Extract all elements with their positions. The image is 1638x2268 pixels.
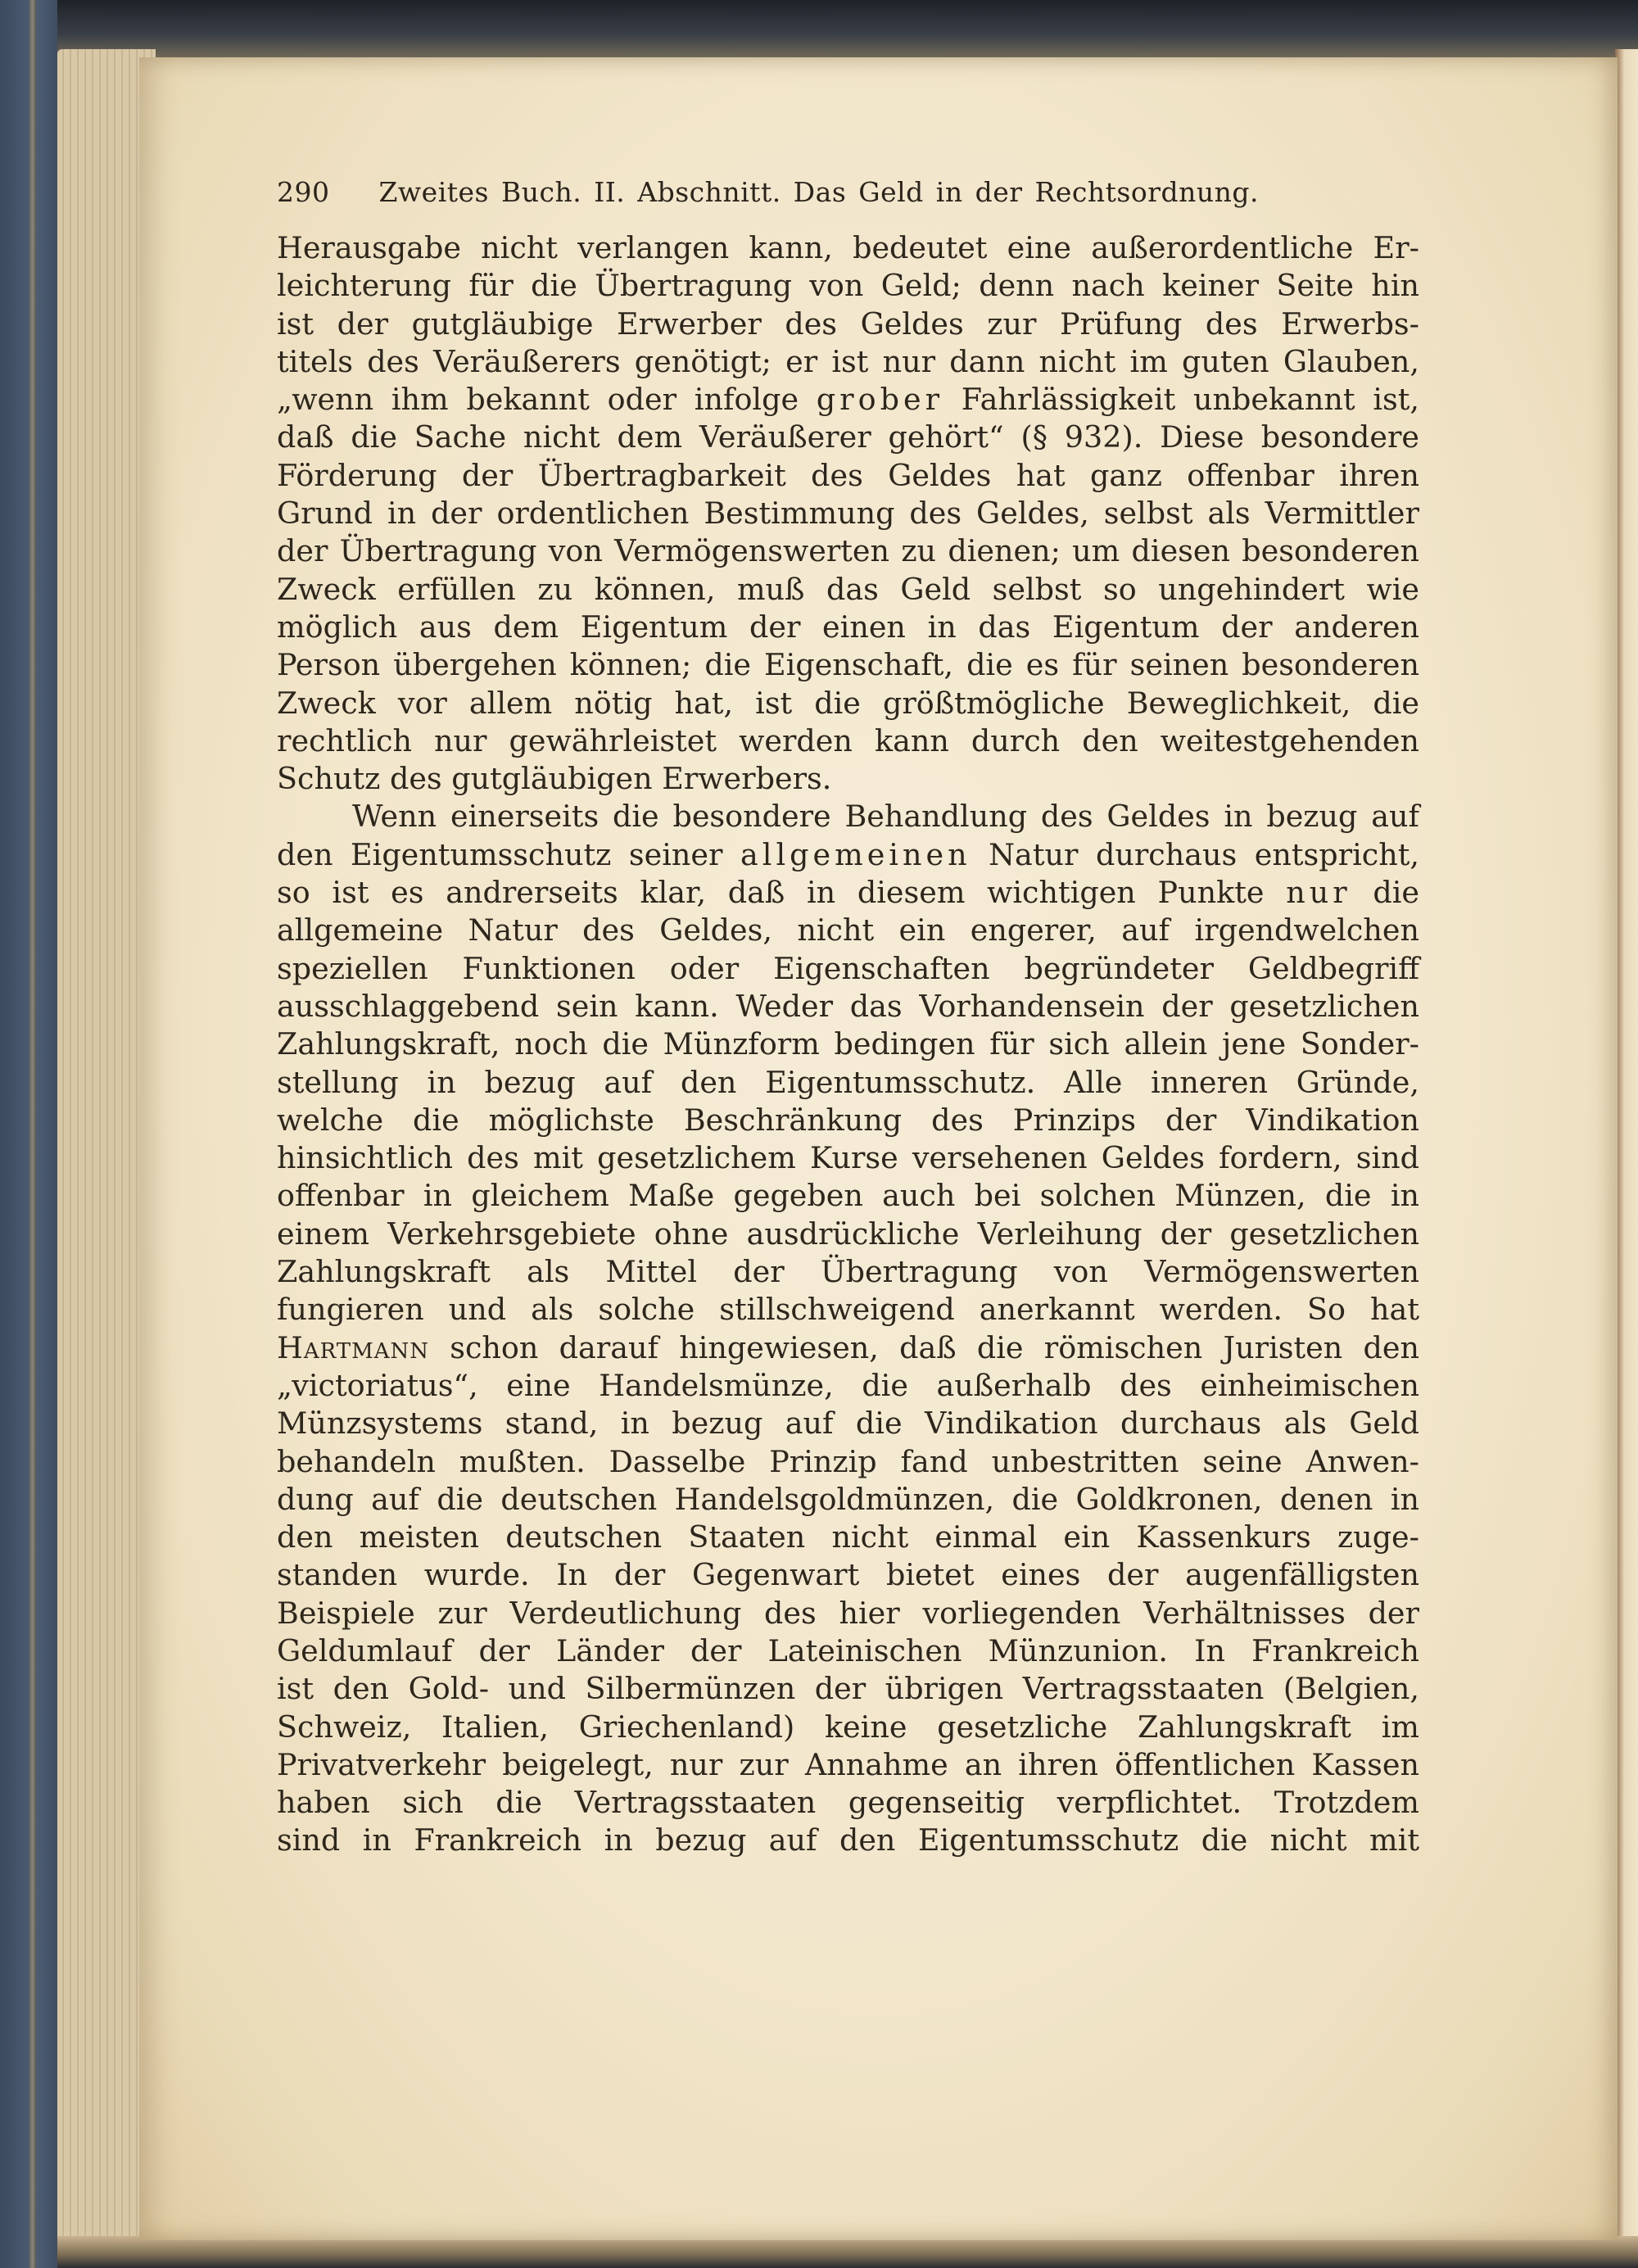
text-line: möglich aus dem Eigentum der einen in das Eigentum der anderen xyxy=(277,609,1419,645)
text-line: ist den Gold- und Silbermünzen der übrigen Vertragsstaaten (Belgien, xyxy=(277,1671,1419,1707)
body-text xyxy=(277,229,1419,1860)
text-line: leichterung für die Übertragung von Geld; denn nach keiner Seite hin xyxy=(277,268,1419,304)
page-number: 290 xyxy=(277,176,330,208)
text-line: ist der gutgläubige Erwerber des Geldes zur Prüfung des Erwerbs- xyxy=(277,306,1419,342)
text-line: Beispiele zur Verdeutlichung des hier vorliegenden Verhältnisses der xyxy=(277,1595,1419,1631)
text-line: dung auf die deutschen Handelsgoldmünzen, die Goldkronen, denen in xyxy=(277,1481,1419,1517)
text-line: Herausgabe nicht verlangen kann, bedeutet eine außerordentliche Er- xyxy=(277,230,1419,265)
text-line: Schutz des gutgläubigen Erwerbers. xyxy=(277,761,832,797)
text-line: standen wurde. In der Gegenwart bietet eines der augenfälligsten xyxy=(277,1557,1419,1593)
emphasis-nur: nur xyxy=(1286,875,1351,911)
text-line: welche die möglichste Beschränkung des Prinzips der Vindikation xyxy=(277,1102,1419,1138)
text-line: behandeln mußten. Dasselbe Prinzip fand unbestritten seine Anwen- xyxy=(277,1443,1419,1479)
text-line: haben sich die Vertragsstaaten gegenseitig verpflichtet. Trotzdem xyxy=(277,1785,1419,1821)
text-segment: so ist es andrerseits klar, daß in diesem wichtigen Punkte xyxy=(277,875,1287,911)
text-line xyxy=(277,836,1419,874)
text-line: Grund in der ordentlichen Bestimmung des Geldes, selbst als Vermittler xyxy=(277,496,1419,532)
text-segment: den Eigentumsschutz seiner xyxy=(277,836,741,872)
text-line: daß die Sache nicht dem Veräußerer gehört“ (§ 932). Diese besondere xyxy=(277,419,1419,455)
text-line: speziellen Funktionen oder Eigenschaften begründeter Geldbegriff xyxy=(277,950,1419,986)
text-line: sind in Frankreich in bezug auf den Eigentumsschutz die nicht mit xyxy=(277,1822,1419,1858)
text-segment: schon darauf hingewiesen, daß die römischen Juristen den xyxy=(428,1329,1419,1365)
text-line: titels des Veräußerers genötigt; er ist nur dann nicht im guten Glauben, xyxy=(277,343,1419,379)
text-line: Person übergehen können; die Eigenschaft, die es für seinen besonderen xyxy=(277,647,1419,683)
text-line: offenbar in gleichem Maße gegeben auch bei solchen Münzen, die in xyxy=(277,1178,1419,1214)
bottom-shadow xyxy=(57,2236,1638,2268)
text-line: Schweiz, Italien, Griechenland) keine gesetzliche Zahlungskraft im xyxy=(277,1709,1419,1745)
text-line: Zweck erfüllen zu können, muß das Geld selbst so ungehindert wie xyxy=(277,571,1419,607)
text-segment: Fahrlässigkeit unbekannt ist, xyxy=(943,382,1419,418)
text-line xyxy=(277,874,1419,912)
text-line xyxy=(277,381,1419,419)
text-line: hinsichtlich des mit gesetzlichem Kurse versehenen Geldes fordern, sind xyxy=(277,1140,1419,1176)
text-line: Zahlungskraft, noch die Münzform bedingen für sich allein jene Sonder- xyxy=(277,1026,1419,1062)
emphasis-grober: grober xyxy=(816,382,944,418)
text-line: Privatverkehr beigelegt, nur zur Annahme an ihren öffentlichen Kassen xyxy=(277,1746,1419,1782)
text-line: der Übertragung von Vermögenswerten zu dienen; um diesen besonderen xyxy=(277,533,1419,569)
text-segment: Natur durchaus entspricht, xyxy=(971,836,1419,872)
running-head: Zweites Buch. II. Abschnitt. Das Geld in der Rechtsordnung. xyxy=(378,176,1259,208)
text-line: Zahlungskraft als Mittel der Übertragung von Vermögenswerten xyxy=(277,1254,1419,1290)
text-line: Förderung der Übertragbarkeit des Geldes hat ganz offenbar ihren xyxy=(277,457,1419,493)
text-line: Wenn einerseits die besondere Behandlung des Geldes in bezug auf xyxy=(352,799,1419,835)
text-line: rechtlich nur gewährleistet werden kann durch den weitestgehenden xyxy=(277,722,1419,758)
cover-edge xyxy=(29,0,36,2268)
page-header xyxy=(277,176,1423,222)
text-line: stellung in bezug auf den Eigentumsschutz. Alle inneren Gründe, xyxy=(277,1064,1419,1100)
text-line: einem Verkehrsgebiete ohne ausdrückliche Verleihung der gesetzlichen xyxy=(277,1215,1419,1252)
top-shadow xyxy=(57,0,1638,57)
text-line: allgemeine Natur des Geldes, nicht ein engerer, auf irgendwelchen xyxy=(277,912,1419,948)
text-line: Geldumlauf der Länder der Lateinischen Münzunion. In Frankreich xyxy=(277,1632,1419,1668)
text-segment: „wenn ihm bekannt oder infolge xyxy=(277,382,817,418)
text-segment: die xyxy=(1351,875,1419,911)
emphasis-allgemeinen: allgemeinen xyxy=(740,836,971,872)
text-line: Zweck vor allem nötig hat, ist die größtmögliche Beweglichkeit, die xyxy=(277,685,1419,721)
text-line: ausschlaggebend sein kann. Weder das Vorhandensein der gesetzlichen xyxy=(277,988,1419,1024)
text-line xyxy=(277,1329,1419,1367)
author-name-hartmann: Hartmann xyxy=(277,1329,429,1365)
facing-page-edge xyxy=(1615,49,1638,2261)
text-line: fungieren und als solche stillschweigend anerkannt werden. So hat xyxy=(277,1292,1419,1328)
text-line: Münzsystems stand, in bezug auf die Vindikation durchaus als Geld xyxy=(277,1406,1419,1442)
text-line: „victoriatus“, eine Handelsmünze, die außerhalb des einheimischen xyxy=(277,1367,1419,1403)
text-line: den meisten deutschen Staaten nicht einmal ein Kassenkurs zuge- xyxy=(277,1519,1419,1555)
